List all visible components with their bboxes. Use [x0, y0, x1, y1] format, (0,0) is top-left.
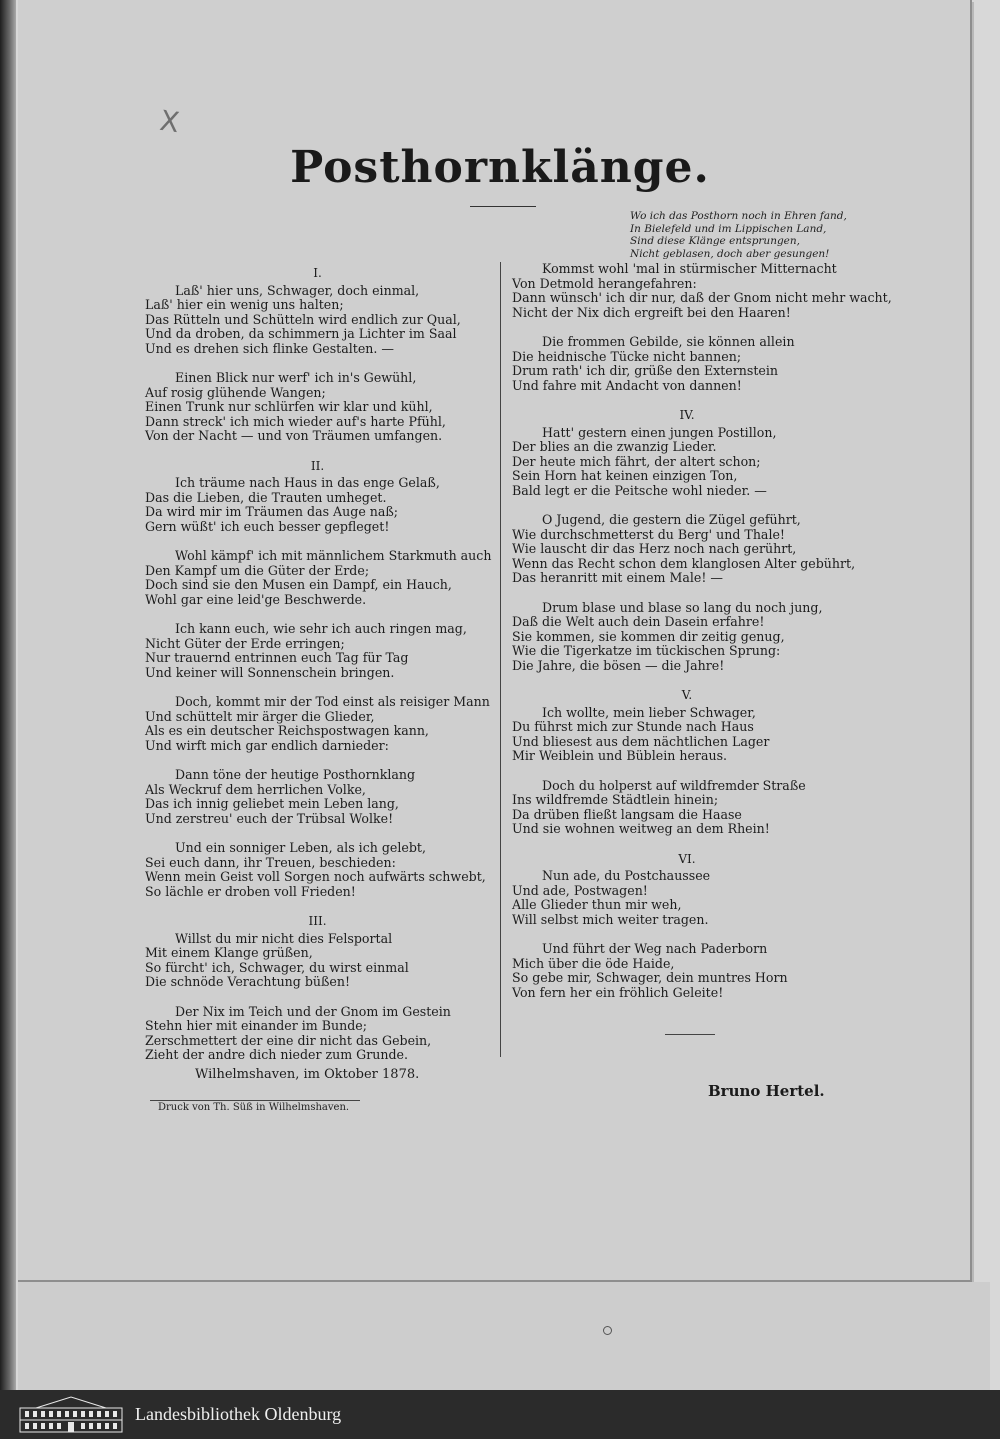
poem-column-right [512, 261, 892, 1015]
verse-line: Doch, kommt mir der Tod einst als reisiger Mann [175, 694, 490, 709]
verse-line: Wenn das Recht schon dem klanglosen Alter gebührt, [512, 555, 856, 571]
verse-line: Laß' hier uns, Schwager, doch einmal, [175, 282, 420, 298]
verse-line: Und wirft mich gar endlich darnieder: [145, 737, 389, 753]
verse-line: Das heranritt mit einem Male! — [512, 570, 724, 585]
verse-line: Hatt' gestern einen jungen Postillon, [542, 424, 777, 440]
verse-line: Dann wünsch' ich dir nur, daß der Gnom nicht mehr wacht, [512, 290, 892, 305]
column-divider [500, 262, 501, 1057]
author-signature: Bruno Hertel. [708, 1082, 825, 1100]
verse-line: Zieht der andre dich nieder zum Grunde. [145, 1047, 408, 1062]
stanza [145, 768, 490, 826]
motto-line: Wo ich das Posthorn noch in Ehren fand, [630, 210, 847, 222]
verse-line: Und ade, Postwagen! [512, 882, 648, 898]
verse-line: Und es drehen sich flinke Gestalten. — [145, 340, 395, 356]
verse-line: Daß die Welt auch dein Dasein erfahre! [512, 614, 765, 629]
library-name: Landesbibliothek Oldenburg [135, 1404, 342, 1424]
printer-rule [150, 1100, 360, 1101]
verse-line: Zerschmettert der eine dir nicht das Gebein, [145, 1032, 432, 1048]
verse-line: Einen Blick nur werf' ich in's Gewühl, [175, 370, 417, 385]
dateline: Wilhelmshaven, im Oktober 1878. [195, 1067, 420, 1082]
verse-line: Von der Nacht — und von Träumen umfangen. [145, 428, 443, 443]
verse-line: Und keiner will Sonnenschein bringen. [145, 664, 395, 680]
verse-line: Wie durchschmetterst du Berg' und Thale! [512, 526, 785, 542]
section-number: II. [310, 458, 325, 473]
verse-line: Da wird mir im Träumen das Auge naß; [145, 504, 399, 519]
verse-line: Wohl kämpf' ich mit männlichem Starkmuth auch [175, 548, 492, 563]
verse-line: Alle Glieder thun mir weh, [512, 897, 682, 912]
printer-imprint: Druck von Th. Süß in Wilhelmshaven. [158, 1102, 350, 1113]
library-building-icon [16, 1394, 126, 1434]
verse-line: Von fern her ein fröhlich Geleite! [512, 984, 724, 1000]
stanza [145, 284, 490, 357]
verse-line: Das die Lieben, die Trauten umheget. [145, 489, 387, 505]
verse-line: Und da droben, da schimmern ja Lichter im Saal [145, 326, 457, 341]
verse-line: Dann töne der heutige Posthornklang [175, 767, 416, 782]
verse-line: Die Jahre, die bösen — die Jahre! [512, 657, 725, 673]
stanza [145, 371, 490, 444]
verse-line: Von Detmold herangefahren: [512, 275, 697, 291]
motto-line: In Bielefeld und im Lippischen Land, [630, 222, 827, 235]
verse-line: Und sie wohnen weitweg an dem Rhein! [512, 821, 770, 836]
stanza [145, 476, 490, 534]
verse-line: Du führst mich zur Stunde nach Haus [512, 719, 754, 734]
stanza [512, 601, 862, 674]
verse-line: Der heute mich fährt, der altert schon; [512, 453, 761, 469]
stanza [145, 932, 490, 990]
verse-line: Bald legt er die Peitsche wohl nieder. — [512, 482, 767, 498]
verse-line: Ich wollte, mein lieber Schwager, [542, 704, 756, 720]
stanza [145, 549, 490, 607]
verse-line: Ins wildfremde Städtlein hinein; [512, 792, 719, 807]
verse-line: Sein Horn hat keinen einzigen Ton, [512, 468, 738, 483]
motto-line: Nicht geblasen, doch aber gesungen! [630, 247, 830, 260]
verse-line: Kommst wohl 'mal in stürmischer Mitternacht [542, 261, 837, 276]
verse-line: Wie die Tigerkatze im tückischen Sprung: [512, 643, 781, 658]
verse-line: Das ich innig geliebet mein Leben lang, [145, 796, 399, 811]
verse-line: Als es ein deutscher Reichspostwagen kann, [145, 723, 429, 738]
verse-line: Und schüttelt mir ärger die Glieder, [145, 708, 375, 724]
verse-line: Drum blase und blase so lang du noch jung, [542, 599, 823, 615]
verse-line: Wenn mein Geist voll Sorgen noch aufwärts schwebt, [145, 869, 486, 884]
verse-line: Doch sind sie den Musen ein Dampf, ein Hauch, [145, 577, 452, 592]
verse-line: Sie kommen, sie kommen dir zeitig genug, [512, 628, 785, 644]
verse-line: Drum rath' ich dir, grüße den Externstein [512, 363, 779, 378]
book-gutter [0, 0, 16, 1390]
verse-line: Und zerstreu' euch der Trübsal Wolke! [145, 810, 394, 826]
verse-line: Der blies an die zwanzig Lieder. [512, 439, 717, 454]
verse-line: Und führt der Weg nach Paderborn [542, 941, 768, 956]
paper-hole [603, 1326, 612, 1335]
verse-line: Auf rosig glühende Wangen; [145, 384, 326, 400]
verse-line: Ich träume nach Haus in das enge Gelaß, [175, 475, 440, 490]
verse-line: Wohl gar eine leid'ge Beschwerde. [145, 591, 367, 607]
verse-line: Als Weckruf dem herrlichen Volke, [145, 781, 366, 797]
poem-column-left [145, 262, 490, 1078]
stanza [512, 779, 862, 837]
library-footer [0, 1390, 1000, 1439]
verse-line: Der Nix im Teich und der Gnom im Gestein [175, 1003, 451, 1019]
verse-line: Dann streck' ich mich wieder auf's harte Pfühl, [145, 413, 446, 429]
section-number: I. [313, 266, 322, 280]
pencil-mark: X [157, 103, 182, 140]
motto [630, 210, 860, 260]
verse-line: Nicht der Nix dich ergreift bei den Haaren! [512, 304, 791, 320]
verse-line: Mir Weiblein und Büblein heraus. [512, 748, 728, 763]
stanza [512, 335, 862, 393]
section-number: VI. [678, 851, 696, 866]
verse-line: Laß' hier ein wenig uns halten; [145, 297, 344, 312]
section-number: IV. [679, 408, 695, 422]
stanza [145, 695, 490, 753]
verse-line: Nun ade, du Postchaussee [542, 868, 711, 883]
verse-line: Das Rütteln und Schütteln wird endlich zur Qual, [145, 311, 461, 327]
verse-line: Doch du holperst auf wildfremder Straße [542, 777, 806, 793]
verse-line: Nur trauernd entrinnen euch Tag für Tag [145, 650, 409, 665]
verse-line: Ich kann euch, wie sehr ich auch ringen mag, [175, 621, 467, 636]
section-number: V. [681, 688, 693, 702]
stanza [512, 426, 862, 499]
stanza [512, 261, 892, 320]
verse-line: Einen Trunk nur schlürfen wir klar und kühl, [145, 399, 433, 414]
verse-line: Die schnöde Verachtung büßen! [145, 974, 351, 989]
verse-line: Sei euch dann, ihr Treuen, beschieden: [145, 854, 396, 870]
stanza [145, 622, 490, 680]
verse-line: Stehn hier mit einander im Bunde; [145, 1018, 367, 1033]
verse-line: Wie lauscht dir das Herz noch nach gerührt, [512, 541, 797, 556]
verse-line: Will selbst mich weiter tragen. [512, 911, 709, 927]
verse-line: Da drüben fließt langsam die Haase [512, 806, 742, 822]
stanza [512, 706, 862, 764]
page-title: Posthornklänge. [290, 142, 710, 193]
verse-line: Und fahre mit Andacht von dannen! [512, 377, 742, 393]
stanza [512, 942, 862, 1000]
motto-line: Sind diese Klänge entsprungen, [630, 235, 800, 247]
verse-line: O Jugend, die gestern die Zügel geführt, [542, 512, 801, 527]
title-rule [470, 206, 536, 207]
verse-line: Mich über die öde Haide, [512, 955, 675, 971]
verse-line: So fürcht' ich, Schwager, du wirst einmal [145, 959, 409, 975]
verse-line: So lächle er droben voll Frieden! [145, 883, 356, 899]
stanza [512, 513, 862, 586]
page-lower-sheet [18, 1282, 990, 1390]
verse-line: Die heidnische Tücke nicht bannen; [512, 348, 742, 364]
verse-line: Und ein sonniger Leben, als ich gelebt, [175, 840, 426, 855]
verse-line: Gern wüßt' ich euch besser gepfleget! [145, 518, 390, 534]
section-number: III. [308, 914, 327, 928]
verse-line: Und bliesest aus dem nächtlichen Lager [512, 733, 770, 749]
verse-line: Den Kampf um die Güter der Erde; [145, 562, 370, 578]
stanza [145, 1005, 490, 1063]
verse-line: Die frommen Gebilde, sie können allein [542, 334, 795, 349]
verse-line: Mit einem Klange grüßen, [145, 945, 313, 960]
stanza [145, 841, 490, 899]
verse-line: Willst du mir nicht dies Felsportal [175, 930, 393, 946]
stanza [512, 869, 862, 927]
verse-line: So gebe mir, Schwager, dein muntres Horn [512, 970, 788, 985]
verse-line: Nicht Güter der Erde erringen; [145, 635, 345, 651]
end-rule [665, 1034, 715, 1035]
